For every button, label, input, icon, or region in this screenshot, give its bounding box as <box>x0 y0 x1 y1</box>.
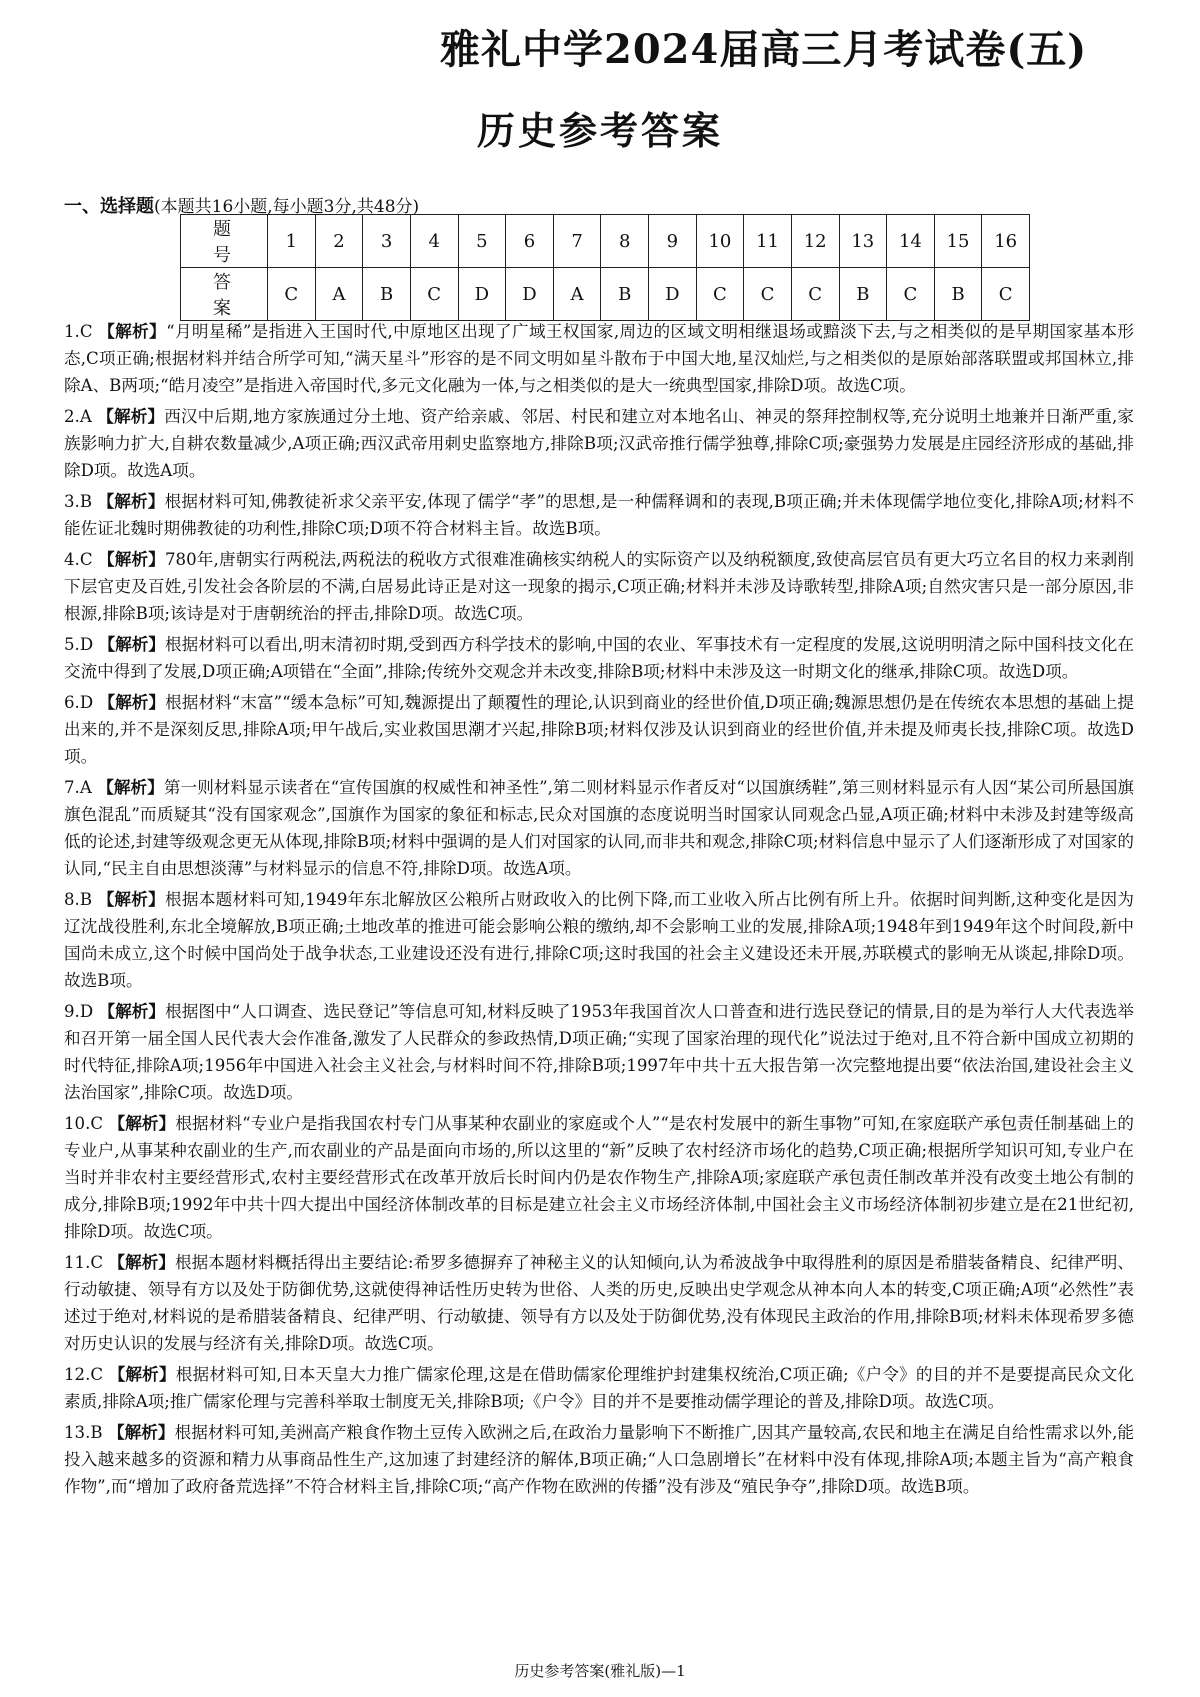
answer-cell: C <box>696 268 744 321</box>
section-heading-label: 一、选择题 <box>64 196 154 217</box>
explanation-text: 根据材料“专业户是指我国农村专门从事某种农副业的家庭或个人”“是农村发展中的新生事物”可知,在家庭联产承包责任制基础上的专业户,从事某种农副业的生产,而农副业的产品是面向市场的,所以这里的“新”反映了农村经济市场化的趋势,C项正确;根据所学知识可知,专业户在当时并非农村主要经营形式,农村主要经营形式在改革开放后长时间内仍是农作物生产,排除A项;家庭联产承包责任制改革并没有改变土地公有制的成分,排除B项;1992年中共十四大提出中国经济体制改革的目标是建立社会主义市场经济体制,中国社会主义市场经济体制初步建立是在21世纪初,排除D项。故选C项。 <box>64 1114 1134 1241</box>
row-label-answer: 答 案 <box>181 268 268 321</box>
question-number-cell: 9 <box>649 215 697 268</box>
explanation-tag: 【解析】 <box>98 634 165 654</box>
answer-cell: C <box>982 268 1030 321</box>
explanation-text: 根据材料“末富”“缓本急标”可知,魏源提出了颠覆性的理论,认识到商业的经世价值,D项正确;魏源思想仍是在传统农本思想的基础上提出来的,并不是深刻反思,排除A项;甲午战后,实业救国思潮才兴起,排除B项;材料仅涉及认识到商业的经世价值,并未提及师夷长技,排除C项。故选D项。 <box>64 693 1134 766</box>
answer-cell: C <box>791 268 839 321</box>
explanation-text: 根据材料可以看出,明末清初时期,受到西方科学技术的影响,中国的农业、军事技术有一定程度的发展,这说明明清之际中国科技文化在交流中得到了发展,D项正确;A项错在“全面”,排除;传统外交观念并未改变,排除B项;材料中未涉及这一时期文化的继承,排除C项。故选D项。 <box>64 635 1134 681</box>
answer-table-answer-row <box>181 268 1030 321</box>
explanation-text: 根据材料可知,佛教徒祈求父亲平安,体现了儒学“孝”的思想,是一种儒释调和的表现,B项正确;并未体现儒学地位变化,排除A项;材料不能佐证北魏时期佛教徒的功利性,排除C项;D项不符合材料主旨。故选B项。 <box>64 492 1135 538</box>
explanation-item <box>64 1361 1134 1415</box>
explanation-number: 2.A <box>64 407 92 426</box>
explanation-tag: 【解析】 <box>98 692 166 712</box>
question-number-cell: 12 <box>791 215 839 268</box>
explanation-text: 根据图中“人口调查、选民登记”等信息可知,材料反映了1953年我国首次人口普查和进行选民登记的情景,目的是为举行人大代表选举和召开第一届全国人民代表大会作准备,激发了人民群众的参政热情,D项正确;“实现了国家治理的现代化”说法过于绝对,且不符合新中国成立初期的时代特征,排除A项;1956年中国进入社会主义社会,与材料时间不符,排除B项;1997年中共十五大报告第一次完整地提出要“依法治国,建设社会主义法治国家”,排除C项。故选D项。 <box>64 1002 1135 1102</box>
explanation-number: 10.C <box>64 1114 104 1133</box>
question-number-cell: 3 <box>363 215 411 268</box>
answer-cell: A <box>315 268 363 321</box>
explanation-item <box>64 546 1134 627</box>
answer-cell: A <box>553 268 601 321</box>
question-number-cell: 10 <box>696 215 744 268</box>
explanation-item <box>64 1249 1134 1357</box>
question-number-cell: 5 <box>458 215 506 268</box>
explanation-tag: 【解析】 <box>98 321 167 341</box>
explanation-text: 根据本题材料概括得出主要结论:希罗多德摒弃了神秘主义的认知倾向,认为希波战争中取得胜利的原因是希腊装备精良、纪律严明、行动敏捷、领导有方以及处于防御优势,这就使得神话性历史转为世俗、人类的历史,反映出史学观念从神本向人本的转变,C项正确;A项“必然性”表述过于绝对,材料说的是希腊装备精良、纪律严明、行动敏捷、领导有方以及处于防御优势,没有体现民主政治的作用,排除B项;材料未体现希罗多德对历史认识的发展与经济有关,排除D项。故选C项。 <box>64 1253 1135 1353</box>
explanation-number: 8.B <box>64 890 93 909</box>
explanation-text: 西汉中后期,地方家族通过分土地、资产给亲戚、邻居、村民和建立对本地名山、神灵的祭拜控制权等,充分说明土地兼并日渐严重,家族影响力扩大,自耕农数量减少,A项正确;西汉武帝用刺史监察地方,排除B项;汉武帝推行儒学独尊,排除C项;豪强势力发展是庄园经济形成的基础,排除D项。故选A项。 <box>64 407 1135 480</box>
explanation-number: 1.C <box>64 322 93 341</box>
question-number-cell: 16 <box>982 215 1030 268</box>
question-number-cell: 8 <box>601 215 649 268</box>
explanation-tag: 【解析】 <box>97 777 164 797</box>
question-number-cell: 11 <box>744 215 792 268</box>
page-footer: 历史参考答案(雅礼版)—1 <box>514 1662 686 1680</box>
explanation-text: 780年,唐朝实行两税法,两税法的税收方式很难准确核实纳税人的实际资产以及纳税额度,致使高层官员有更大巧立名目的权力来剥削下层官吏及百姓,引发社会各阶层的不满,白居易此诗正是对这一现象的揭示,C项正确;材料并未涉及诗歌转型,排除A项;自然灾害只是一部分原因,非根源,排除B项;该诗是对于唐朝统治的抨击,排除D项。故选C项。 <box>64 550 1135 623</box>
explanation-item <box>64 998 1134 1106</box>
explanation-number: 5.D <box>64 635 94 654</box>
explanation-number: 12.C <box>64 1365 104 1384</box>
explanation-tag: 【解析】 <box>107 1422 175 1442</box>
question-number-cell: 6 <box>506 215 554 268</box>
explanation-text: 第一则材料显示读者在“宣传国旗的权威性和神圣性”,第二则材料显示作者反对“以国旗绣鞋”,第三则材料显示有人因“某公司所悬国旗旗色混乱”而质疑其“没有国家观念”,国旗作为国家的象征和标志,民众对国旗的态度说明当时国家认同观念凸显,A项正确;材料中未涉及封建等级高低的论述,封建等级观念更无从体现,排除B项;材料中强调的是人们对国家的认同,而非共和观念,排除C项;材料信息中显示了人们逐渐形成了对国家的认同,“民主自由思想淡薄”与材料显示的信息不符,排除D项。故选A项。 <box>64 778 1135 878</box>
answer-cell: D <box>458 268 506 321</box>
explanation-number: 11.C <box>64 1253 104 1272</box>
explanation-item <box>64 631 1134 685</box>
question-number-cell: 7 <box>553 215 601 268</box>
answer-cell: D <box>649 268 697 321</box>
answer-cell: B <box>934 268 982 321</box>
explanation-tag: 【解析】 <box>98 1001 166 1021</box>
document-title: 历史参考答案 <box>476 108 723 153</box>
explanation-text: 根据材料可知,日本天皇大力推广儒家伦理,这是在借助儒家伦理维护封建集权统治,C项正确;《户令》的目的并不是要提高民众文化素质,排除A项;推广儒家伦理与完善科举取士制度无关,排除B项;《户令》目的并不是要推动儒学理论的普及,排除D项。故选C项。 <box>64 1365 1135 1411</box>
question-number-cell: 14 <box>887 215 935 268</box>
explanation-list <box>64 318 1134 1504</box>
explanation-item <box>64 886 1134 994</box>
question-number-cell: 2 <box>315 215 363 268</box>
answer-cell: C <box>744 268 792 321</box>
row-label-number: 题 号 <box>181 215 268 268</box>
explanation-tag: 【解析】 <box>108 1364 176 1384</box>
answer-cell: C <box>887 268 935 321</box>
question-number-cell: 4 <box>410 215 458 268</box>
explanation-tag: 【解析】 <box>108 1252 175 1272</box>
answer-cell: C <box>268 268 316 321</box>
explanation-number: 9.D <box>64 1002 94 1021</box>
explanation-tag: 【解析】 <box>108 1113 176 1133</box>
explanation-text: “月明星稀”是指进入王国时代,中原地区出现了广域王权国家,周边的区域文明相继退场或黯淡下去,与之相类似的是早期国家基本形态,C项正确;根据材料并结合所学可知,“满天星斗”形容的是不同文明如星斗散布于中国大地,星汉灿烂,与之相类似的是原始部落联盟或邦国林立,排除A、B两项;“皓月凌空”是指进入帝国时代,多元文化融为一体,与之相类似的是大一统典型国家,排除D项。故选C项。 <box>64 322 1134 395</box>
answer-table-number-row <box>181 215 1030 268</box>
explanation-text: 根据材料可知,美洲高产粮食作物土豆传入欧洲之后,在政治力量影响下不断推广,因其产量较高,农民和地主在满足自给性需求以外,能投入越来越多的资源和精力从事商品性生产,这加速了封建经济的解体,B项正确;“人口急剧增长”在材料中没有体现,排除A项;本题主旨为“高产粮食作物”,而“增加了政府备荒选择”不符合材料主旨,排除C项;“高产作物在欧洲的传播”没有涉及“殖民争夺”,排除D项。故选B项。 <box>64 1423 1135 1496</box>
explanation-item <box>64 318 1134 399</box>
explanation-tag: 【解析】 <box>97 549 165 569</box>
answer-cell: B <box>363 268 411 321</box>
explanation-item <box>64 689 1134 770</box>
explanation-item <box>64 488 1134 542</box>
answer-cell: B <box>601 268 649 321</box>
explanation-item <box>64 403 1134 484</box>
explanation-number: 13.B <box>64 1423 103 1442</box>
explanation-number: 6.D <box>64 693 94 712</box>
explanation-item <box>64 1419 1134 1500</box>
section-heading-note: (本题共16小题,每小题3分,共48分) <box>154 197 420 217</box>
answer-cell: D <box>506 268 554 321</box>
answer-cell: B <box>839 268 887 321</box>
answer-table <box>180 214 1030 321</box>
school-title: 雅礼中学2024届高三月考试卷(五) <box>440 26 1088 73</box>
explanation-number: 4.C <box>64 550 93 569</box>
explanation-item <box>64 774 1134 882</box>
question-number-cell: 1 <box>268 215 316 268</box>
explanation-number: 3.B <box>64 492 93 511</box>
answer-cell: C <box>410 268 458 321</box>
explanation-tag: 【解析】 <box>97 406 165 426</box>
explanation-tag: 【解析】 <box>97 889 166 909</box>
explanation-tag: 【解析】 <box>97 491 165 511</box>
question-number-cell: 13 <box>839 215 887 268</box>
explanation-number: 7.A <box>64 778 92 797</box>
question-number-cell: 15 <box>934 215 982 268</box>
explanation-item <box>64 1110 1134 1245</box>
explanation-text: 根据本题材料可知,1949年东北解放区公粮所占财政收入的比例下降,而工业收入所占比例有所上升。依据时间判断,这种变化是因为辽沈战役胜利,东北全境解放,B项正确;土地改革的推进可能会影响公粮的缴纳,却不会影响工业的发展,排除A项;1948年到1949年这个时间段,新中国尚未成立,这个时候中国尚处于战争状态,工业建设还没有进行,排除C项;这时我国的社会主义建设还未开展,苏联模式的影响无从谈起,排除D项。故选B项。 <box>64 890 1134 990</box>
